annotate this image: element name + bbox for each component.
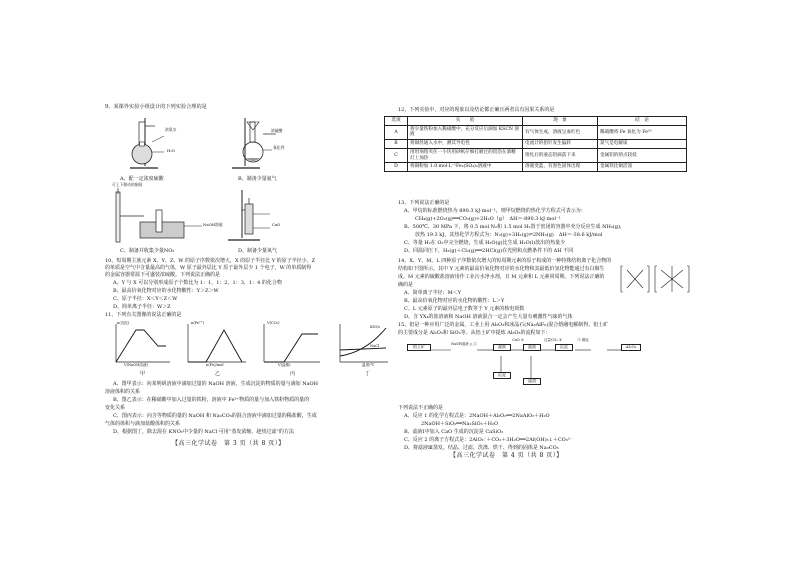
q12-row-b-concl: 氯气是电解质 (598, 140, 687, 149)
q10-stem-2: 的单质是空气中含量最高的气体，W 原子最外层比 Y 原子最外层少 1 个电子，W 的单质制得 (105, 265, 312, 271)
q13-stem: 13、下列说法正确的是 (398, 200, 450, 206)
q12-header-row (385, 117, 687, 126)
q12-header-experiment: 实 验 (408, 117, 523, 126)
q12-row-b (385, 140, 687, 149)
q12-row-b-phen: 电流计的指针发生偏转 (523, 140, 598, 149)
q15-stem-2: 的主要成分是 Al₂O₃和 SiO₂等。从铝土矿中提炼 Al₂O₃的流程如下： (398, 330, 551, 336)
right-footer: 【高三化学试卷 第 4 页（共 8 页）】 (450, 452, 563, 459)
q12-row-a-opt: A (385, 125, 408, 139)
fig-c-apparatus (116, 188, 202, 242)
q9-option-d: D、制备少量氧气 (238, 248, 278, 254)
g4-bot-label: NaCl (370, 344, 380, 348)
q12-row-d-opt: D (385, 163, 408, 172)
label-water: H₂O (167, 148, 175, 153)
q12-row-c-opt: C (385, 148, 408, 162)
q14-stem-3: 成。M 元素的硫酸盐溶液用作工业污水净水剂，且 M 元素和 L 元素同周期。下列说法正确的 (398, 274, 605, 280)
q12-row-c-phen: 熔化后的液态铝滴落下来 (523, 148, 598, 162)
q11-option-b-2: 变化关系 (105, 405, 126, 411)
q14-option-d: D、含 YX₄的盐溶液和 NaOH 溶液混合一定会产生大量有刺激性气味的气体 (404, 314, 573, 320)
q14-option-b: B、最高价氧化物对应的水化物的酸性：L＞Y (404, 298, 505, 304)
q12-table (384, 116, 687, 172)
flow-step-3: 过量CO₂ ③ (541, 338, 565, 342)
graph-label-jia: 甲 (140, 371, 146, 377)
q13-line-3: B、500℃、30 MPa 下，将 0.5 mol N₂和 1.5 mol H₂置于密闭的容器中充分反应生成 NH₃(g)， (404, 224, 625, 230)
g1-ylabel: n(沉淀) (117, 321, 130, 325)
label-naoh: NaOH溶液 (203, 222, 223, 227)
q10-option-c: C、原子半径：X＜Y＜Z＜W (113, 296, 178, 302)
flow-box-precipitate-2: 沉淀 (493, 372, 511, 379)
graph-label-ding: 丁 (365, 371, 371, 377)
graph-bing (264, 324, 320, 362)
q12-row-a-exp: 将少量铁粉加入稀硝酸中，充分反应后滴加 KSCN 溶液 (408, 125, 523, 139)
q12-row-d (385, 163, 687, 172)
flow-box-alumina: Al₂O₃ (621, 344, 641, 351)
q12-row-d-phen: 溶液变蓝、有黑色固体出现 (523, 163, 598, 172)
q11-graphs (108, 320, 396, 368)
q12-row-a-phen: 有气体生成，溶液呈血红色 (523, 125, 598, 139)
left-footer: 【高三化学试卷 第 3 页（共 8 页）】 (172, 440, 285, 447)
flow-box-residue: 滤渣 (523, 378, 541, 385)
q12-header-option: 选项 (385, 117, 408, 126)
q12-row-c (385, 148, 687, 162)
q15-option-a-2: 2NaOH＋SiO₂══Na₂SiO₃＋H₂O (421, 421, 499, 427)
q12-row-d-exp: 将铜粉加 1.0 mol·L⁻¹Fe₂(SO₄)₃溶液中 (408, 163, 523, 172)
q14-stem-1: 14、X、Y、M、L 四种原子序数依次增大的短周期元素的原子构成的一种特殊结构离子化合物的 (398, 258, 612, 264)
q10-option-d: D、简单离子半径：W＞Z (113, 304, 171, 310)
g4-xlabel: 温度/℃ (362, 363, 375, 367)
q10-stem-3: 的金属容器常温下可盛装浓硫酸。下列说法正确的是 (105, 272, 221, 278)
label-copper-wire: 可上下移动的铜丝 (112, 182, 143, 187)
q13-line-5: C、等量 H₂在 O₂中完全燃烧，生成 H₂O(g)比生成 H₂O(l)放出的热量少 (404, 240, 566, 246)
flow-step-1: NaOH溶液 △ ① (451, 342, 477, 346)
q15-option-c: C、反应 2 的离子方程式是：2AlO₂⁻＋CO₂＋3H₂O══2Al(OH)₃↓＋CO₃²⁻ (404, 437, 573, 443)
q12-row-a (385, 125, 687, 139)
g2-xlabel: n(Fe)/mol (206, 363, 224, 367)
g2-ylabel: n(Fe²⁺) (191, 321, 204, 325)
graph-jia (116, 324, 170, 362)
q13-line-1: A、甲烷的标准燃烧热为 890.3 kJ·mol⁻¹，则甲烷燃烧的热化学方程式可表示为： (404, 208, 586, 214)
graph-ding (340, 324, 388, 362)
flow-box-precipitate: 沉淀 (555, 344, 573, 351)
q12-stem: 12、下列实验中，对应的现象以及结论都正确且两者具有因果关系的是 (398, 107, 555, 113)
g3-xlabel: V(盐酸) (278, 363, 291, 367)
graph-yi (188, 324, 246, 362)
g3-ylabel: V(CO₂) (267, 321, 280, 325)
q12-header-conclusion: 结 论 (598, 117, 687, 126)
q9-figures (110, 114, 400, 252)
fig-d-apparatus (228, 190, 270, 240)
label-conc-acid: 浓硫酸 (271, 128, 283, 133)
q15-option-a-1: A、反应 1 的化学方程式是：2NaOH＋Al₂O₃══2NaAlO₂＋H₂O (404, 413, 550, 419)
q14-stem-2: 结构如下图所示。其中 Y 元素的最高价氧化物对应的水化物和其最低价氢化物能通过有白烟生 (398, 266, 605, 272)
q13-line-2: CH₄(g)+2O₂(g)══CO₂(g)+2H₂O（g） ΔH＝-890.3 kJ·mol⁻¹ (415, 216, 561, 222)
q14-option-c: C、L 元素原子的最外层电子数等于 Y 元素的核电荷数 (404, 306, 525, 312)
q13-line-4: 放热 19.3 kJ，其热化学方程式为：N₂(g)+3H₂(g)⇌2NH₃(g) ΔH＝-38.6 kJ/mol (415, 232, 603, 238)
flow-box-bauxite: 铝土矿 (407, 344, 431, 351)
q11-stem: 11、下列有关图像的说法正确的是 (105, 312, 182, 318)
fig-a-apparatus (130, 118, 164, 168)
q9-stem: 9、某课外实验小组设计的下列实验合理的是 (105, 104, 207, 110)
q10-option-a: A、Y 与 X 可以分别形成原子个数比为 1：1，1：2，1：3，1：4 的化合物 (113, 280, 282, 286)
label-cao: CaO (272, 222, 281, 227)
q9-option-c: C、制备并收集少量NO₂ (120, 248, 175, 254)
q12-row-c-concl: 金属铝的熔点较低 (598, 148, 687, 162)
q14-stem-4: 确的是 (398, 282, 414, 288)
flow-box-filtrate-2: 滤液 (523, 344, 541, 351)
q12-row-d-concl: 金属铁比铜活泼 (598, 163, 687, 172)
label-solid: 氧化钙 (273, 145, 285, 150)
q11-option-a-1: A、图甲表示：向某明矾溶液中滴加过量的 NaOH 溶液，生成沉淀的物质的量与滴加 NaOH (113, 381, 319, 387)
q11-option-a-2: 溶液体积的关系 (105, 389, 141, 395)
q15-stem-1: 15、铝是一种应用广泛的金属，工业上用 Al₂O₃和冰晶石(Na₃AlF₆)混合熔融电解制得。铝土矿 (398, 322, 609, 328)
q10-stem-1: 10、短周期主族元素 X、Y、Z、W 的原子序数依次增大，X 的原子半径比 Y 的原子半径小，Z (105, 258, 316, 264)
q11-option-c-2: 气体的体积与滴加盐酸体积的关系 (105, 421, 181, 427)
q11-option-b-1: B、图乙表示：在稀硝酸中加入过量的铁粉，溶液中 Fe³⁺物质的量与加入铁粉物质的量的 (113, 397, 310, 403)
q15-option-b: B、滤液Ⅰ中加入 CaO 生成的沉淀是 CaSiO₃ (404, 429, 504, 435)
q12-row-b-opt: B (385, 140, 408, 149)
q15-ask: 下列说法不正确的是 (398, 405, 444, 411)
q15-option-d: D、将滤液Ⅲ蒸发、结晶、过滤、洗涤、烘干、得到的固体是 Na₂CO₃ (404, 445, 559, 451)
g4-top-label: KNO₃ (370, 325, 381, 329)
flow-box-filtrate-1: 滤液 (493, 344, 511, 351)
graph-label-yi: 乙 (215, 371, 221, 377)
q12-row-c-exp: 用坩埚钳夹住一小块用砂纸仔细打磨过的铝箔在酒精灯上加热 (408, 148, 523, 162)
g1-xlabel: V(NaOH溶液) (124, 363, 148, 367)
right-page (391, 0, 794, 561)
q14-option-a: A、简单离子半径：M＜Y (404, 290, 462, 296)
q12-header-phenomenon: 现 象 (523, 117, 598, 126)
q12-row-b-exp: 将铜丝通入水中，测其导电性 (408, 140, 523, 149)
label-conc-ammonia: 浓氨水 (165, 127, 177, 132)
q14-structure (619, 262, 693, 296)
q9-option-b: B、制备少量氨气 (238, 176, 277, 182)
q11-option-d: D、根据图丁，除去混在 KNO₃中少量的 NaCl 可用“蒸发浓缩、趁热过滤”的方法 (113, 429, 294, 435)
flow-step-4: ④ 煅烧 (573, 338, 593, 342)
q9-option-a: A、配一定浓度硫酸 (120, 176, 164, 182)
flow-step-2: CaO ② (512, 338, 524, 342)
q10-option-b: B、最高价氧化物对应的水化物酸性：Y＞Z＞W (113, 288, 219, 294)
graph-label-bing: 丙 (290, 371, 296, 377)
q12-row-a-concl: 稀硝酸将 Fe 氧化为 Fe³⁺ (598, 125, 687, 139)
q11-option-c-1: C、图丙表示：向含等物质的量的 NaOH 和 Na₂CO₃的混合溶液中滴加过量的稀盐酸，生成 (113, 413, 317, 419)
fig-b-apparatus (232, 118, 276, 168)
q13-line-6: D、同温同压下，H₂(g)＋Cl₂(g)══2HCl(g)在光照和点燃条件下的 ΔH 不同 (404, 248, 574, 254)
